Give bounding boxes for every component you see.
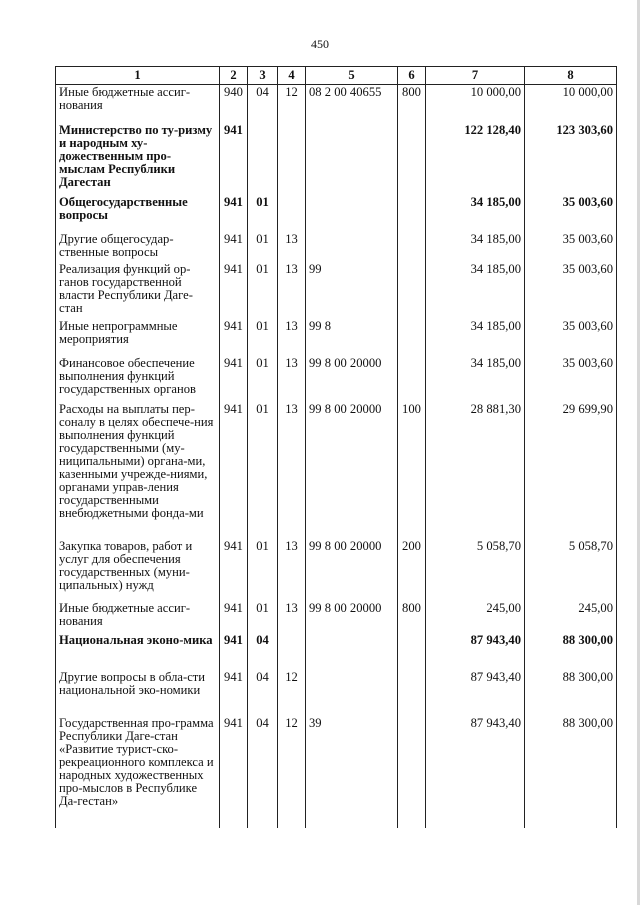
code-expense-type-cell (398, 319, 426, 356)
code-gov-cell: 941 (220, 670, 248, 716)
code-gov-cell: 940 (220, 85, 248, 123)
code-gov-cell: 941 (220, 539, 248, 601)
row-name-cell: Иные бюджетные ассиг-нования (56, 601, 220, 633)
amount-col8-cell: 88 300,00 (525, 716, 617, 828)
code-gov-cell: 941 (220, 195, 248, 232)
amount-col8-cell: 35 003,60 (525, 356, 617, 402)
code-target-cell (306, 633, 398, 670)
code-target-cell: 99 8 (306, 319, 398, 356)
code-section-cell (248, 123, 278, 195)
code-section-cell: 01 (248, 195, 278, 232)
table-row (56, 195, 617, 232)
row-name-cell: Реализация функций ор-ганов государственной власти Республики Даге-стан (56, 262, 220, 319)
code-target-cell: 99 8 00 20000 (306, 539, 398, 601)
row-name-cell: Национальная эконо-мика (56, 633, 220, 670)
table-row (56, 601, 617, 633)
column-header: 1 (56, 67, 220, 85)
row-name-cell: Расходы на выплаты пер-соналу в целях обеспече-ния выполнения функций государственными (му-ниципальными) органа-ми, казенными учрежде-ниями, органами управ-ления государственными внебюджетными фонда-ми (56, 402, 220, 539)
table-row (56, 262, 617, 319)
row-name-cell: Государственная про-грамма Республики Даге-стан «Развитие турист-ско-рекреационного комплекса и народных художественных про-мыслов в Республике Да-гестан» (56, 716, 220, 828)
table-row (56, 356, 617, 402)
code-section-cell: 01 (248, 402, 278, 539)
code-section-cell: 01 (248, 539, 278, 601)
table-row (56, 670, 617, 716)
code-target-cell: 39 (306, 716, 398, 828)
code-gov-cell: 941 (220, 123, 248, 195)
table-row (56, 123, 617, 195)
code-subsection-cell (278, 195, 306, 232)
amount-col8-cell: 35 003,60 (525, 262, 617, 319)
code-subsection-cell: 13 (278, 262, 306, 319)
code-expense-type-cell: 800 (398, 85, 426, 123)
code-subsection-cell: 13 (278, 356, 306, 402)
code-subsection-cell (278, 633, 306, 670)
code-target-cell (306, 232, 398, 262)
table-header-row (56, 67, 617, 85)
code-section-cell: 01 (248, 356, 278, 402)
code-subsection-cell: 13 (278, 232, 306, 262)
amount-col7-cell: 245,00 (426, 601, 525, 633)
row-name-cell: Иные непрограммные мероприятия (56, 319, 220, 356)
code-target-cell: 99 8 00 20000 (306, 601, 398, 633)
code-subsection-cell: 13 (278, 601, 306, 633)
column-header: 7 (426, 67, 525, 85)
amount-col8-cell: 123 303,60 (525, 123, 617, 195)
amount-col8-cell: 88 300,00 (525, 670, 617, 716)
row-name-cell: Закупка товаров, работ и услуг для обеспечения государственных (муни-ципальных) нужд (56, 539, 220, 601)
code-subsection-cell: 12 (278, 670, 306, 716)
row-name-cell: Финансовое обеспечение выполнения функций государственных органов (56, 356, 220, 402)
table-row (56, 232, 617, 262)
column-header: 2 (220, 67, 248, 85)
column-header: 3 (248, 67, 278, 85)
amount-col8-cell: 35 003,60 (525, 195, 617, 232)
code-section-cell: 01 (248, 232, 278, 262)
amount-col7-cell: 34 185,00 (426, 356, 525, 402)
code-expense-type-cell (398, 123, 426, 195)
code-gov-cell: 941 (220, 356, 248, 402)
code-expense-type-cell: 100 (398, 402, 426, 539)
code-subsection-cell: 13 (278, 539, 306, 601)
amount-col8-cell: 245,00 (525, 601, 617, 633)
table-row (56, 539, 617, 601)
amount-col8-cell: 35 003,60 (525, 232, 617, 262)
code-gov-cell: 941 (220, 402, 248, 539)
amount-col8-cell: 29 699,90 (525, 402, 617, 539)
amount-col7-cell: 34 185,00 (426, 232, 525, 262)
amount-col7-cell: 5 058,70 (426, 539, 525, 601)
code-gov-cell: 941 (220, 716, 248, 828)
code-gov-cell: 941 (220, 262, 248, 319)
code-subsection-cell: 12 (278, 85, 306, 123)
code-gov-cell: 941 (220, 232, 248, 262)
code-section-cell: 01 (248, 601, 278, 633)
code-target-cell (306, 670, 398, 716)
table-row (56, 402, 617, 539)
code-target-cell: 99 8 00 20000 (306, 402, 398, 539)
amount-col8-cell: 5 058,70 (525, 539, 617, 601)
code-expense-type-cell (398, 716, 426, 828)
amount-col8-cell: 35 003,60 (525, 319, 617, 356)
code-subsection-cell: 13 (278, 319, 306, 356)
table-row (56, 85, 617, 123)
code-expense-type-cell (398, 633, 426, 670)
amount-col7-cell: 87 943,40 (426, 633, 525, 670)
row-name-cell: Другие вопросы в обла-сти национальной эко-номики (56, 670, 220, 716)
page-number: 450 (311, 37, 329, 51)
amount-col8-cell: 88 300,00 (525, 633, 617, 670)
code-expense-type-cell (398, 356, 426, 402)
amount-col7-cell: 34 185,00 (426, 319, 525, 356)
budget-table (55, 66, 617, 828)
amount-col7-cell: 34 185,00 (426, 195, 525, 232)
amount-col7-cell: 10 000,00 (426, 85, 525, 123)
row-name-cell: Другие общегосудар-ственные вопросы (56, 232, 220, 262)
table-row (56, 716, 617, 828)
code-expense-type-cell (398, 670, 426, 716)
row-name-cell: Общегосударственные вопросы (56, 195, 220, 232)
code-section-cell: 04 (248, 85, 278, 123)
code-expense-type-cell (398, 262, 426, 319)
code-target-cell (306, 195, 398, 232)
amount-col7-cell: 87 943,40 (426, 670, 525, 716)
code-target-cell: 99 8 00 20000 (306, 356, 398, 402)
code-section-cell: 04 (248, 670, 278, 716)
code-section-cell: 01 (248, 319, 278, 356)
code-gov-cell: 941 (220, 319, 248, 356)
code-gov-cell: 941 (220, 633, 248, 670)
column-header: 5 (306, 67, 398, 85)
code-section-cell: 04 (248, 716, 278, 828)
code-gov-cell: 941 (220, 601, 248, 633)
code-expense-type-cell (398, 232, 426, 262)
column-header: 6 (398, 67, 426, 85)
column-header: 8 (525, 67, 617, 85)
table-row (56, 319, 617, 356)
code-target-cell: 99 (306, 262, 398, 319)
row-name-cell: Министерство по ту-ризму и народным ху-дожественным про-мыслам Республики Дагестан (56, 123, 220, 195)
amount-col7-cell: 87 943,40 (426, 716, 525, 828)
amount-col7-cell: 122 128,40 (426, 123, 525, 195)
code-expense-type-cell: 200 (398, 539, 426, 601)
amount-col8-cell: 10 000,00 (525, 85, 617, 123)
amount-col7-cell: 28 881,30 (426, 402, 525, 539)
code-expense-type-cell (398, 195, 426, 232)
code-subsection-cell: 12 (278, 716, 306, 828)
column-header: 4 (278, 67, 306, 85)
row-name-cell: Иные бюджетные ассиг-нования (56, 85, 220, 123)
code-subsection-cell: 13 (278, 402, 306, 539)
code-expense-type-cell: 800 (398, 601, 426, 633)
code-section-cell: 01 (248, 262, 278, 319)
code-subsection-cell (278, 123, 306, 195)
table-row (56, 633, 617, 670)
code-section-cell: 04 (248, 633, 278, 670)
code-target-cell: 08 2 00 40655 (306, 85, 398, 123)
code-target-cell (306, 123, 398, 195)
amount-col7-cell: 34 185,00 (426, 262, 525, 319)
